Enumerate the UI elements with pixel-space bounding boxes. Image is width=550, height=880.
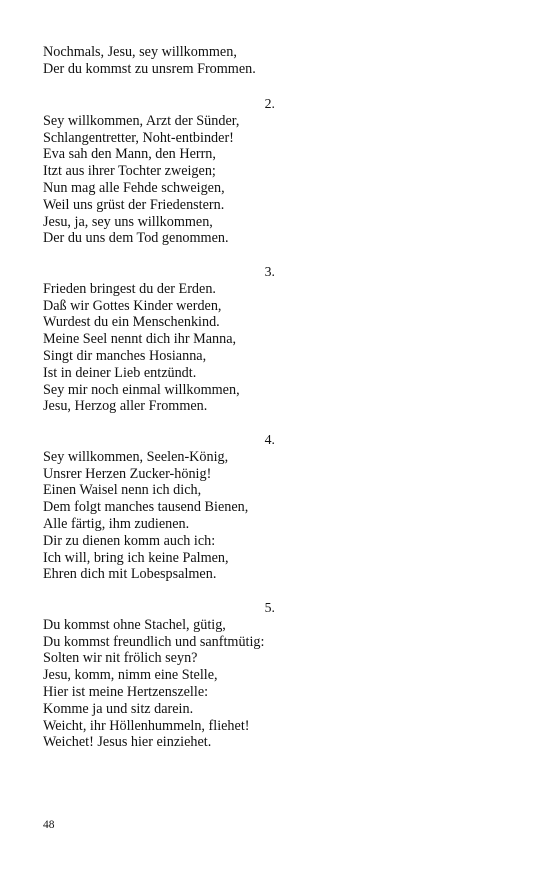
verse-line: Daß wir Gottes Kinder werden,	[43, 297, 222, 314]
verse-line: Du kommst ohne Stachel, gütig,	[43, 616, 226, 633]
verse-line: Ist in deiner Lieb entzündt.	[43, 364, 197, 381]
verse-line: Alle färtig, ihm zudienen.	[43, 515, 190, 532]
stanza-3	[43, 264, 313, 415]
verse-line: Jesu, komm, nimm eine Stelle,	[43, 667, 218, 684]
stanza-number: 3.	[264, 264, 275, 279]
verse-line: Der du uns dem Tod genommen.	[43, 230, 229, 247]
verse-line: Dir zu dienen komm auch ich:	[43, 532, 216, 549]
verse-line: Schlangentretter, Noht-entbinder!	[43, 129, 234, 146]
verse-line: Weichet! Jesus hier einziehet.	[43, 734, 212, 751]
verse-line: Eva sah den Mann, den Herrn,	[43, 146, 216, 163]
stanza-4	[43, 432, 313, 583]
stanza-2	[43, 96, 313, 247]
intro-verse	[43, 44, 313, 78]
verse-line: Komme ja und sitz darein.	[43, 700, 194, 717]
verse-line: Nochmals, Jesu, sey willkommen,	[43, 44, 237, 60]
verse-line: Dem folgt manches tausend Bienen,	[43, 499, 249, 516]
verse-line: Itzt aus ihrer Tochter zweigen;	[43, 163, 216, 180]
verse-line: Nun mag alle Fehde schweigen,	[43, 179, 225, 196]
verse-line: Singt dir manches Hosianna,	[43, 347, 207, 364]
verse-line: Der du kommst zu unsrem Frommen.	[43, 60, 256, 77]
stanza-number: 5.	[264, 600, 275, 615]
page-number: 48	[43, 819, 55, 831]
verse-line: Meine Seel nennt dich ihr Manna,	[43, 331, 237, 348]
verse-line: Sey willkommen, Seelen-König,	[43, 448, 229, 465]
verse-line: Sey willkommen, Arzt der Sünder,	[43, 112, 240, 129]
verse-line: Solten wir nit frölich seyn?	[43, 650, 198, 667]
verse-line: Jesu, Herzog aller Frommen.	[43, 398, 208, 415]
verse-line: Frieden bringest du der Erden.	[43, 280, 216, 297]
verse-line: Ehren dich mit Lobespsalmen.	[43, 566, 217, 583]
verse-line: Weil uns grüst der Friedenstern.	[43, 196, 225, 213]
verse-line: Weicht, ihr Höllenhummeln, fliehet!	[43, 717, 250, 734]
stanza-number: 4.	[264, 432, 275, 447]
verse-line: Wurdest du ein Menschenkind.	[43, 314, 220, 331]
verse-line: Sey mir noch einmal willkommen,	[43, 381, 240, 398]
stanza-number: 2.	[264, 96, 275, 111]
verse-line: Unsrer Herzen Zucker-hönig!	[43, 465, 212, 482]
verse-line: Einen Waisel nenn ich dich,	[43, 482, 202, 499]
verse-line: Ich will, bring ich keine Palmen,	[43, 549, 229, 566]
verse-line: Jesu, ja, sey uns willkommen,	[43, 213, 213, 230]
verse-line: Du kommst freundlich und sanftmütig:	[43, 633, 265, 650]
stanza-5	[43, 600, 313, 751]
verse-line: Hier ist meine Hertzenszelle:	[43, 683, 209, 700]
